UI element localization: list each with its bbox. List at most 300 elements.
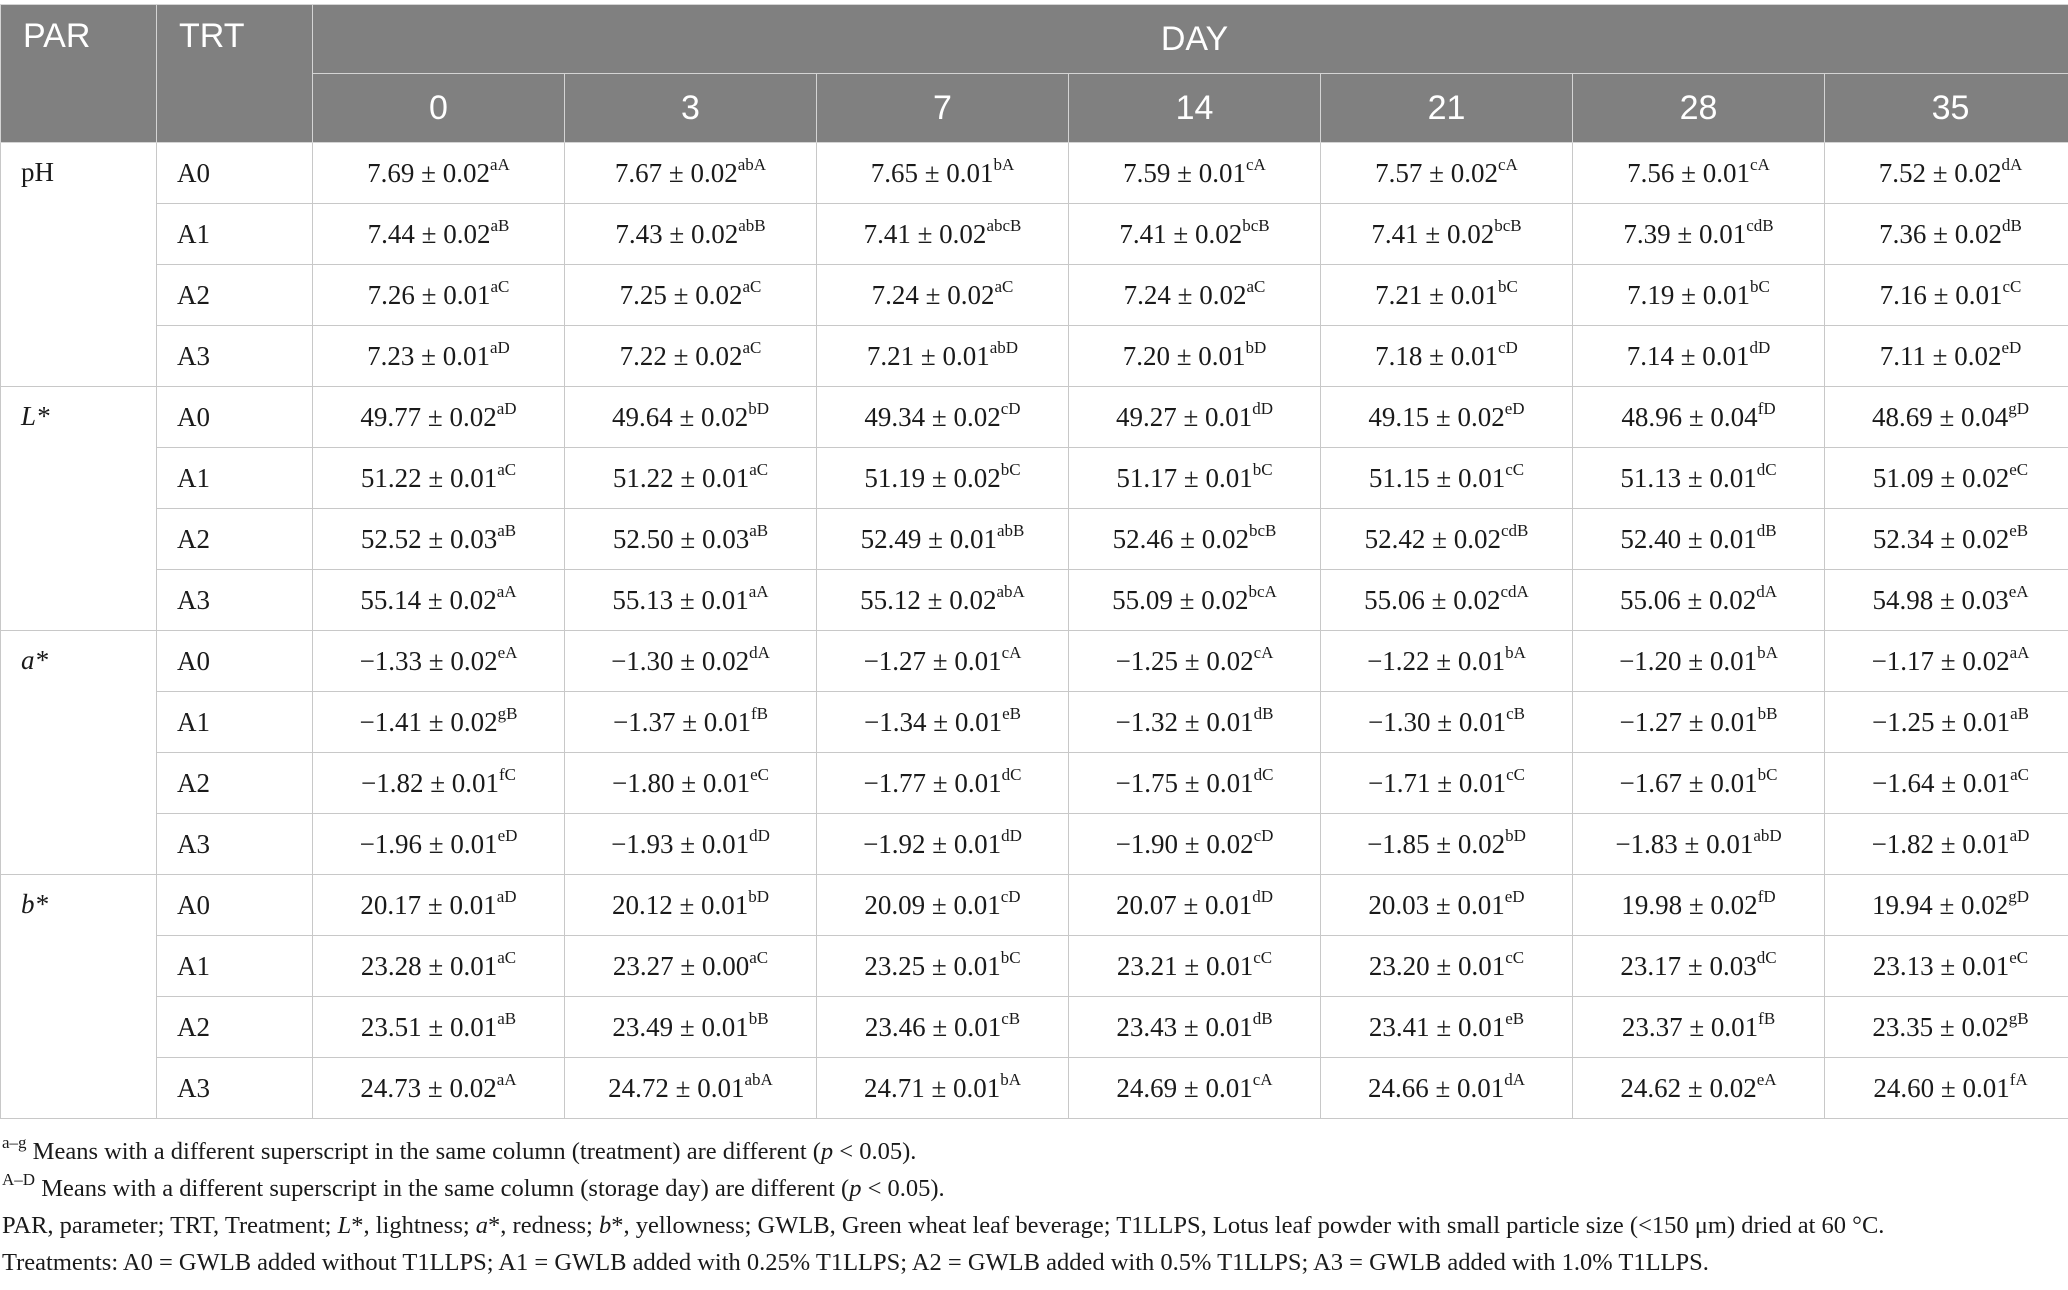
cell-superscript: cA	[1252, 1069, 1273, 1089]
cell-value: 20.07 ± 0.01	[1115, 889, 1253, 920]
treatment-cell: A0	[157, 875, 313, 936]
parameter-cell	[1, 631, 157, 875]
header-day-21: 21	[1321, 74, 1573, 143]
value-cell	[565, 814, 817, 875]
cell-value: 7.25 ± 0.02	[619, 279, 743, 310]
cell-value: 52.50 ± 0.03	[612, 523, 750, 554]
cell-superscript: dD	[1001, 825, 1022, 845]
cell-value: 7.67 ± 0.02	[614, 157, 738, 188]
cell-value: 49.27 ± 0.01	[1115, 401, 1253, 432]
cell-value: 24.60 ± 0.01	[1873, 1072, 2010, 1103]
treatment-cell: A3	[157, 1058, 313, 1119]
cell-superscript: aC	[2010, 764, 2029, 784]
cell-value: 23.35 ± 0.02	[1872, 1011, 2009, 1042]
cell-superscript: dA	[2001, 154, 2023, 174]
cell-value: 49.64 ± 0.02	[611, 401, 749, 432]
cell-superscript: aD	[496, 886, 517, 906]
cell-superscript: bC	[1757, 764, 1778, 784]
value-cell	[1825, 204, 2068, 265]
treatment-cell: A1	[157, 204, 313, 265]
cell-value: 7.14 ± 0.01	[1626, 340, 1750, 371]
cell-superscript: dB	[1252, 1008, 1273, 1028]
cell-superscript: eD	[1504, 398, 1525, 418]
cell-superscript: abcB	[986, 215, 1022, 235]
value-cell	[817, 204, 1069, 265]
treatment-cell: A2	[157, 997, 313, 1058]
table-row	[1, 753, 2068, 814]
cell-value: 7.16 ± 0.01	[1879, 279, 2003, 310]
footnote-1	[2, 1133, 1884, 1170]
value-cell	[1573, 631, 1825, 692]
value-cell	[313, 143, 565, 204]
value-cell	[1825, 1058, 2068, 1119]
value-cell	[313, 814, 565, 875]
cell-superscript: fB	[1758, 1008, 1776, 1028]
cell-superscript: dA	[1756, 581, 1778, 601]
value-cell	[817, 326, 1069, 387]
cell-value: 51.19 ± 0.02	[864, 462, 1001, 493]
cell-value: 7.52 ± 0.02	[1878, 157, 2002, 188]
value-cell	[313, 1058, 565, 1119]
cell-value: 7.65 ± 0.01	[870, 157, 994, 188]
cell-superscript: bB	[748, 1008, 769, 1028]
cell-value: 23.21 ± 0.01	[1116, 950, 1254, 981]
treatment-cell: A1	[157, 448, 313, 509]
parameter-cell	[1, 875, 157, 1119]
cell-superscript: bA	[1757, 642, 1778, 662]
cell-value: −1.93 ± 0.01	[611, 828, 750, 859]
cell-superscript: abA	[996, 581, 1025, 601]
cell-superscript: aC	[497, 947, 517, 967]
cell-superscript: cA	[1750, 154, 1770, 174]
cell-superscript: bD	[1245, 337, 1267, 357]
table-row	[1, 631, 2068, 692]
cell-value: 55.09 ± 0.02	[1112, 584, 1249, 615]
cell-value: 55.14 ± 0.02	[360, 584, 497, 615]
value-cell	[565, 448, 817, 509]
value-cell	[1573, 204, 1825, 265]
cell-superscript: cD	[1498, 337, 1518, 357]
cell-value: 51.09 ± 0.02	[1872, 462, 2010, 493]
table-row	[1, 204, 2068, 265]
cell-superscript: cC	[2002, 276, 2022, 296]
value-cell	[1321, 143, 1573, 204]
cell-value: −1.30 ± 0.02	[611, 645, 750, 676]
table-row	[1, 936, 2068, 997]
value-cell	[817, 997, 1069, 1058]
cell-value: −1.83 ± 0.01	[1615, 828, 1754, 859]
value-cell	[817, 936, 1069, 997]
cell-value: 7.26 ± 0.01	[367, 279, 491, 310]
value-cell	[313, 265, 565, 326]
cell-superscript: fA	[2009, 1069, 2028, 1089]
cell-superscript: aB	[2010, 703, 2029, 723]
header-day-7: 7	[817, 74, 1069, 143]
cell-value: 52.42 ± 0.02	[1364, 523, 1501, 554]
value-cell	[1321, 936, 1573, 997]
cell-superscript: aC	[490, 276, 510, 296]
value-cell	[1321, 1058, 1573, 1119]
cell-value: −1.90 ± 0.02	[1115, 828, 1254, 859]
cell-value: 55.13 ± 0.01	[612, 584, 749, 615]
cell-value: −1.92 ± 0.01	[863, 828, 1002, 859]
cell-superscript: dC	[1253, 764, 1274, 784]
cell-superscript: aA	[490, 154, 510, 174]
treatment-cell: A2	[157, 753, 313, 814]
cell-superscript: aB	[490, 215, 510, 235]
value-cell	[1321, 570, 1573, 631]
cell-value: 7.18 ± 0.01	[1375, 340, 1498, 371]
cell-value: 7.41 ± 0.02	[863, 218, 987, 249]
value-cell	[1321, 997, 1573, 1058]
cell-superscript: fB	[751, 703, 769, 723]
cell-superscript: gD	[2008, 886, 2030, 906]
cell-value: −1.82 ± 0.01	[1871, 828, 2010, 859]
cell-superscript: dB	[1756, 520, 1777, 540]
cell-superscript: cA	[1001, 642, 1022, 662]
cell-superscript: bA	[1000, 1069, 1022, 1089]
cell-value: −1.27 ± 0.01	[1619, 706, 1758, 737]
cell-value: −1.34 ± 0.01	[864, 706, 1003, 737]
cell-value: 24.62 ± 0.02	[1620, 1072, 1757, 1103]
cell-superscript: aC	[749, 459, 769, 479]
cell-value: −1.82 ± 0.01	[360, 767, 500, 798]
value-cell	[565, 875, 817, 936]
value-cell	[817, 1058, 1069, 1119]
value-cell	[313, 753, 565, 814]
cell-superscript: cD	[1000, 886, 1021, 906]
value-cell	[1321, 631, 1573, 692]
cell-superscript: dB	[2002, 215, 2022, 235]
value-cell	[565, 509, 817, 570]
cell-value: 7.22 ± 0.02	[619, 340, 743, 371]
table-row	[1, 570, 2068, 631]
cell-value: 23.41 ± 0.01	[1368, 1011, 1506, 1042]
parameter-label: L*	[21, 401, 50, 431]
cell-value: 7.41 ± 0.02	[1119, 218, 1243, 249]
value-cell	[1069, 448, 1321, 509]
value-cell	[1069, 143, 1321, 204]
cell-value: 51.13 ± 0.01	[1620, 462, 1757, 493]
cell-superscript: fC	[499, 764, 517, 784]
cell-superscript: cD	[1253, 825, 1274, 845]
cell-value: 20.12 ± 0.01	[611, 889, 749, 920]
cell-value: 7.11 ± 0.02	[1879, 340, 2002, 371]
cell-superscript: dB	[1253, 703, 1274, 723]
header-day: DAY	[313, 5, 2068, 74]
cell-superscript: bC	[1749, 276, 1770, 296]
table-row	[1, 265, 2068, 326]
cell-superscript: eA	[1756, 1069, 1777, 1089]
cell-value: 7.21 ± 0.01	[866, 340, 990, 371]
cell-value: −1.67 ± 0.01	[1619, 767, 1758, 798]
cell-superscript: dA	[749, 642, 770, 662]
cell-value: 51.15 ± 0.01	[1368, 462, 1506, 493]
cell-superscript: cA	[1253, 642, 1274, 662]
cell-value: 49.15 ± 0.02	[1368, 401, 1505, 432]
value-cell	[1573, 326, 1825, 387]
value-cell	[565, 326, 817, 387]
cell-value: 51.22 ± 0.01	[360, 462, 498, 493]
cell-value: −1.77 ± 0.01	[863, 767, 1002, 798]
value-cell	[1069, 265, 1321, 326]
cell-value: 19.94 ± 0.02	[1871, 889, 2009, 920]
value-cell	[1321, 448, 1573, 509]
value-cell	[1825, 631, 2068, 692]
cell-superscript: cC	[1505, 459, 1525, 479]
cell-superscript: dA	[1504, 1069, 1526, 1089]
value-cell	[1069, 204, 1321, 265]
value-cell	[313, 936, 565, 997]
treatment-cell: A3	[157, 570, 313, 631]
value-cell	[1069, 631, 1321, 692]
value-cell	[1573, 997, 1825, 1058]
cell-value: 7.44 ± 0.02	[367, 218, 491, 249]
cell-value: 7.69 ± 0.02	[367, 157, 490, 188]
table-container	[0, 4, 2068, 1119]
footnote-4-text: Treatments: A0 = GWLB added without T1LLPS; A1 = GWLB added with 0.25% T1LLPS; A2 = GWLB added with 0.5% T1LLPS; A3 = GWLB added with 1.0% T1LLPS.	[2, 1249, 1709, 1276]
cell-superscript: bC	[1252, 459, 1273, 479]
value-cell	[817, 570, 1069, 631]
value-cell	[1825, 143, 2068, 204]
cell-value: 52.46 ± 0.02	[1112, 523, 1249, 554]
cell-superscript: dD	[749, 825, 770, 845]
value-cell	[1321, 875, 1573, 936]
header-par: PAR	[1, 5, 157, 143]
cell-value: −1.30 ± 0.01	[1368, 706, 1507, 737]
table-row	[1, 875, 2068, 936]
cell-superscript: aA	[496, 581, 517, 601]
header-day-35: 35	[1825, 74, 2068, 143]
value-cell	[313, 387, 565, 448]
cell-superscript: bC	[1000, 947, 1021, 967]
cell-value: −1.41 ± 0.02	[359, 706, 498, 737]
value-cell	[1069, 814, 1321, 875]
cell-value: 7.20 ± 0.01	[1122, 340, 1246, 371]
cell-superscript: aC	[1246, 276, 1266, 296]
value-cell	[1069, 509, 1321, 570]
cell-superscript: bB	[1757, 703, 1778, 723]
value-cell	[1573, 753, 1825, 814]
value-cell	[565, 753, 817, 814]
value-cell	[1825, 387, 2068, 448]
cell-superscript: cdA	[1500, 581, 1529, 601]
cell-value: 55.12 ± 0.02	[860, 584, 997, 615]
cell-value: 23.49 ± 0.01	[612, 1011, 749, 1042]
cell-superscript: dC	[1756, 459, 1777, 479]
cell-superscript: cB	[1001, 1008, 1021, 1028]
cell-superscript: eB	[2009, 520, 2029, 540]
header-day-28: 28	[1573, 74, 1825, 143]
table-row	[1, 814, 2068, 875]
value-cell	[1321, 509, 1573, 570]
cell-superscript: aC	[994, 276, 1014, 296]
cell-value: 52.40 ± 0.01	[1620, 523, 1757, 554]
cell-value: 23.28 ± 0.01	[360, 950, 498, 981]
treatment-cell: A0	[157, 387, 313, 448]
cell-superscript: aD	[490, 337, 510, 357]
table-row	[1, 387, 2068, 448]
cell-value: −1.80 ± 0.01	[612, 767, 751, 798]
treatment-cell: A3	[157, 814, 313, 875]
header-trt: TRT	[157, 5, 313, 143]
value-cell	[1825, 814, 2068, 875]
table-row	[1, 509, 2068, 570]
cell-value: −1.32 ± 0.01	[1115, 706, 1254, 737]
footnote-2	[2, 1170, 1884, 1207]
table-header	[1, 5, 2068, 143]
value-cell	[565, 997, 817, 1058]
cell-value: 7.21 ± 0.01	[1375, 279, 1498, 310]
cell-superscript: dC	[1756, 947, 1777, 967]
cell-value: 23.25 ± 0.01	[864, 950, 1001, 981]
value-cell	[313, 326, 565, 387]
footnote-4	[2, 1244, 1884, 1281]
cell-superscript: dD	[1252, 398, 1274, 418]
cell-value: 20.09 ± 0.01	[864, 889, 1001, 920]
cell-value: 48.96 ± 0.04	[1621, 401, 1758, 432]
value-cell	[817, 387, 1069, 448]
cell-superscript: dC	[1001, 764, 1022, 784]
value-cell	[1069, 326, 1321, 387]
cell-value: 7.59 ± 0.01	[1123, 157, 1246, 188]
cell-superscript: eC	[750, 764, 769, 784]
cell-superscript: abB	[738, 215, 766, 235]
parameter-label: b*	[21, 889, 48, 919]
cell-value: 51.17 ± 0.01	[1116, 462, 1253, 493]
cell-superscript: aA	[496, 1069, 517, 1089]
cell-value: 23.46 ± 0.01	[864, 1011, 1002, 1042]
value-cell	[817, 875, 1069, 936]
cell-value: 7.57 ± 0.02	[1375, 157, 1498, 188]
cell-value: 23.43 ± 0.01	[1116, 1011, 1253, 1042]
footnote-2-text: $^{A-D}$ Means with a different superscript in the same column (storage day) are different (p < 0.05).	[2, 1169, 945, 1202]
footnote-3-text: PAR, parameter; TRT, Treatment; L*, lightness; a*, redness; b*, yellowness; GWLB, Green wheat leaf beverage; T1LLPS, Lotus leaf powder with small particle size (<150 μm) dried at 60 °C.	[2, 1212, 1885, 1239]
value-cell	[1573, 875, 1825, 936]
value-cell	[817, 509, 1069, 570]
cell-value: −1.27 ± 0.01	[863, 645, 1002, 676]
cell-value: 55.06 ± 0.02	[1619, 584, 1757, 615]
table-row	[1, 326, 2068, 387]
cell-value: 49.34 ± 0.02	[864, 401, 1001, 432]
parameter-cell	[1, 387, 157, 631]
cell-superscript: fD	[1757, 398, 1776, 418]
cell-value: 52.34 ± 0.02	[1872, 523, 2010, 554]
cell-value: −1.25 ± 0.01	[1872, 706, 2011, 737]
cell-superscript: bcA	[1248, 581, 1277, 601]
value-cell	[1321, 753, 1573, 814]
value-cell	[817, 448, 1069, 509]
cell-value: 7.39 ± 0.01	[1623, 218, 1747, 249]
cell-value: 24.72 ± 0.01	[608, 1072, 745, 1103]
cell-value: 7.23 ± 0.01	[367, 340, 490, 371]
value-cell	[313, 692, 565, 753]
cell-superscript: eB	[1002, 703, 1021, 723]
cell-superscript: eA	[497, 642, 518, 662]
header-day-3: 3	[565, 74, 817, 143]
value-cell	[313, 997, 565, 1058]
cell-value: 49.77 ± 0.02	[360, 401, 497, 432]
value-cell	[313, 204, 565, 265]
cell-superscript: eC	[2009, 947, 2029, 967]
treatment-cell: A2	[157, 265, 313, 326]
value-cell	[1573, 692, 1825, 753]
cell-value: −1.17 ± 0.02	[1871, 645, 2010, 676]
value-cell	[817, 814, 1069, 875]
footnote-1-text: $^{a-g}$ Means with a different superscript in the same column (treatment) are different (p < 0.05).	[2, 1132, 917, 1165]
table-row	[1, 448, 2068, 509]
value-cell	[313, 875, 565, 936]
value-cell	[565, 570, 817, 631]
value-cell	[313, 631, 565, 692]
cell-value: 24.73 ± 0.02	[360, 1072, 497, 1103]
cell-value: 20.17 ± 0.01	[360, 889, 497, 920]
value-cell	[565, 692, 817, 753]
value-cell	[1069, 936, 1321, 997]
cell-superscript: bcB	[1248, 520, 1277, 540]
cell-superscript: aD	[496, 398, 517, 418]
cell-superscript: gB	[2008, 1008, 2029, 1028]
table-footnotes	[2, 1133, 1884, 1281]
value-cell	[1825, 326, 2068, 387]
cell-superscript: cdB	[1746, 215, 1774, 235]
cell-value: 24.69 ± 0.01	[1116, 1072, 1253, 1103]
cell-superscript: fD	[1757, 886, 1776, 906]
cell-superscript: eD	[1504, 886, 1525, 906]
cell-value: 23.13 ± 0.01	[1872, 950, 2010, 981]
cell-superscript: bA	[1505, 642, 1526, 662]
cell-superscript: cD	[1000, 398, 1021, 418]
value-cell	[1321, 265, 1573, 326]
cell-value: 7.43 ± 0.02	[615, 218, 739, 249]
value-cell	[1825, 265, 2068, 326]
cell-value: 24.71 ± 0.01	[863, 1072, 1001, 1103]
value-cell	[565, 936, 817, 997]
table-row	[1, 997, 2068, 1058]
cell-superscript: bD	[1505, 825, 1526, 845]
value-cell	[1069, 1058, 1321, 1119]
cell-superscript: aC	[749, 947, 769, 967]
cell-superscript: aA	[748, 581, 769, 601]
cell-superscript: abB	[996, 520, 1025, 540]
cell-value: −1.71 ± 0.01	[1368, 767, 1507, 798]
cell-superscript: bD	[748, 886, 770, 906]
cell-value: −1.37 ± 0.01	[612, 706, 752, 737]
cell-value: 52.52 ± 0.03	[360, 523, 498, 554]
value-cell	[1573, 143, 1825, 204]
cell-superscript: cA	[1246, 154, 1266, 174]
cell-value: 54.98 ± 0.03	[1872, 584, 2009, 615]
cell-superscript: bD	[748, 398, 770, 418]
treatment-cell: A3	[157, 326, 313, 387]
cell-value: 7.56 ± 0.01	[1627, 157, 1750, 188]
value-cell	[1825, 997, 2068, 1058]
value-cell	[1825, 448, 2068, 509]
value-cell	[1825, 753, 2068, 814]
table-body	[1, 143, 2068, 1119]
value-cell	[1825, 936, 2068, 997]
cell-superscript: eD	[497, 825, 518, 845]
cell-value: 24.66 ± 0.01	[1367, 1072, 1505, 1103]
cell-superscript: abA	[737, 154, 767, 174]
cell-superscript: bcB	[1242, 215, 1270, 235]
cell-superscript: abD	[989, 337, 1019, 357]
value-cell	[1069, 387, 1321, 448]
cell-superscript: cC	[1505, 947, 1525, 967]
cell-superscript: aB	[497, 1008, 517, 1028]
value-cell	[1573, 936, 1825, 997]
table-row	[1, 1058, 2068, 1119]
